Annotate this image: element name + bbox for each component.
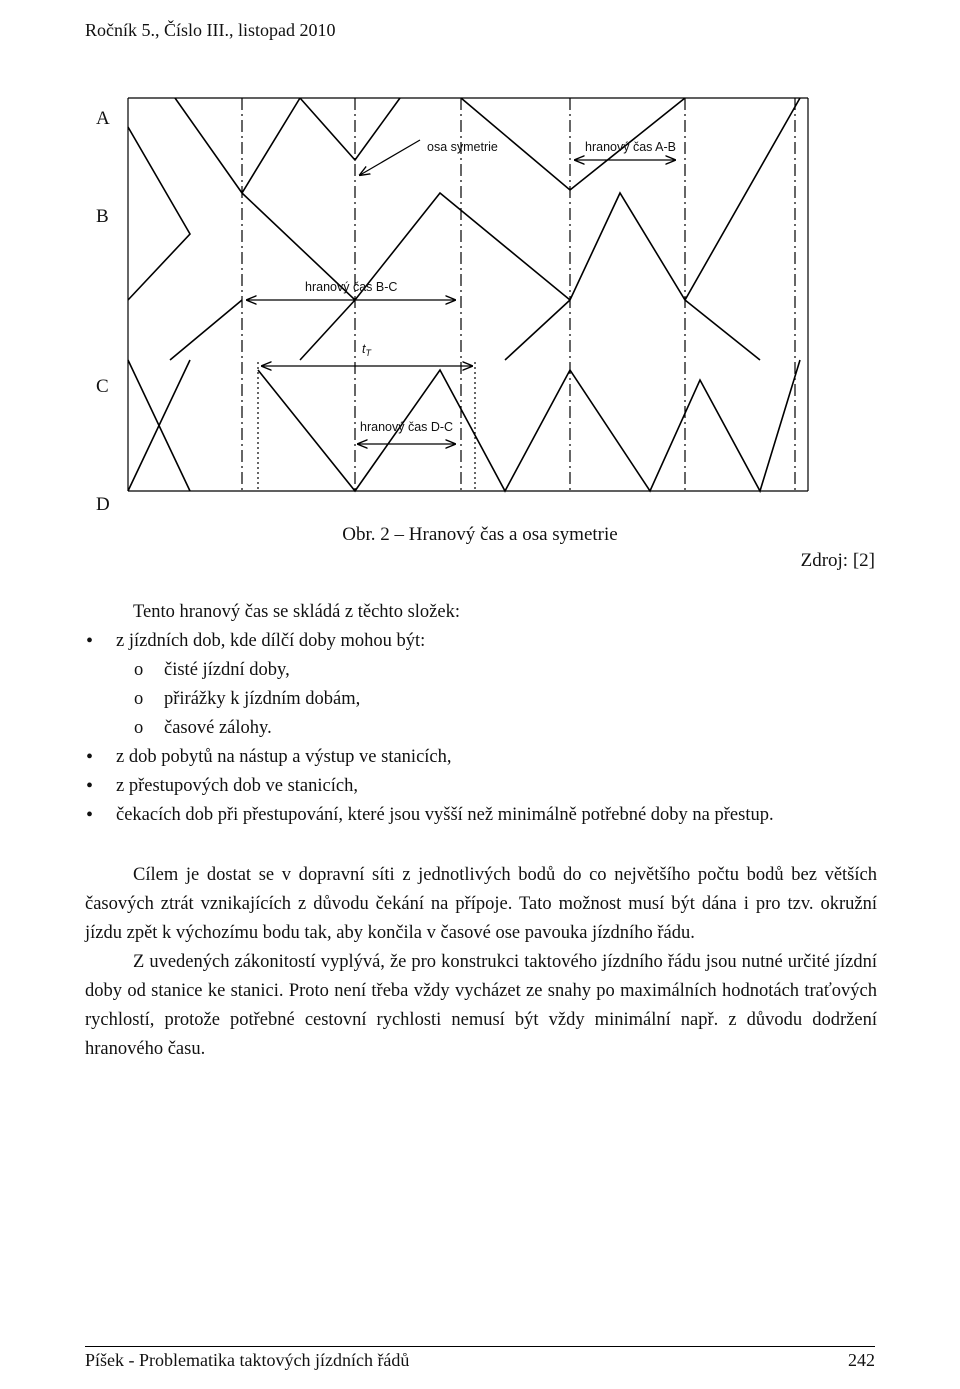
train-path-12 bbox=[685, 300, 760, 360]
train-path-2 bbox=[175, 98, 300, 193]
page-footer bbox=[85, 1346, 875, 1371]
list-item: • z dob pobytů na nástup a výstup ve stanicích, bbox=[116, 743, 896, 772]
body-text bbox=[85, 861, 877, 1064]
label-edge-time-bc: hranový čas B-C bbox=[305, 280, 398, 294]
footer-title: Píšek - Problematika taktových jízdních řádů bbox=[85, 1350, 410, 1370]
list-item: • z přestupových dob ve stanicích, bbox=[116, 772, 896, 801]
list-item-text: z jízdních dob, kde dílčí doby mohou být: bbox=[116, 631, 426, 651]
paragraph: Z uvedených zákonitostí vyplývá, že pro konstrukci taktového jízdního řádu jsou nutné určité jízdní doby od stanice ke stanici. Proto není třeba vždy vycházet ze snahy po maximálních hodnotách traťových rychlostí, protože potřebné cestovní rychlosti nemusí být vždy minimální např. z důvodu dodržení hranového času. bbox=[85, 952, 877, 1059]
arrow-symmetry-axis bbox=[360, 140, 420, 175]
component-list-first bbox=[116, 627, 896, 743]
station-label-c: C bbox=[96, 376, 109, 397]
intro-sentence: Tento hranový čas se skládá z těchto složek: bbox=[133, 602, 460, 622]
running-header: Ročník 5., Číslo III., listopad 2010 bbox=[85, 20, 336, 40]
train-path-4 bbox=[300, 98, 400, 160]
station-label-d: D bbox=[96, 494, 110, 515]
figure-caption: Obr. 2 – Hranový čas a osa symetrie bbox=[342, 524, 618, 545]
sub-list-item: o čisté jízdní doby, bbox=[164, 656, 896, 685]
label-edge-time-dc: hranový čas D-C bbox=[360, 420, 454, 434]
train-path-11 bbox=[505, 300, 570, 360]
list-item bbox=[116, 627, 896, 743]
station-label-b: B bbox=[96, 206, 109, 227]
label-edge-time-ab: hranový čas A-B bbox=[585, 140, 677, 154]
paragraph: Cílem je dostat se v dopravní síti z jednotlivých bodů do co největšího počtu bodů bez větších časových ztrát vznikajících z důvodu čekání na přípoje. Tato možnost musí být dána i pro tzv. okružní jízdu zpět k výchozímu bodu tak, aby končila v časové ose pavouka jízdního řádu. bbox=[85, 865, 877, 943]
label-symmetry-axis: osa symetrie bbox=[427, 140, 498, 154]
station-label-a: A bbox=[96, 108, 110, 129]
sub-list-item: o přirážky k jízdním dobám, bbox=[164, 685, 896, 714]
component-list-rest bbox=[116, 743, 896, 830]
edge-time-diagram bbox=[0, 88, 960, 518]
train-path-3 bbox=[242, 98, 800, 300]
train-path-10 bbox=[300, 300, 355, 360]
train-path-9 bbox=[258, 360, 800, 491]
sub-list-item: o časové zálohy. bbox=[164, 714, 896, 743]
train-path-8 bbox=[170, 300, 242, 360]
label-period: $t_T$ bbox=[362, 342, 371, 358]
list-item: • čekacích dob při přestupování, které jsou vyšší než minimálně potřebné doby na přestup. bbox=[116, 801, 896, 830]
figure-source: Zdroj: [2] bbox=[800, 550, 875, 571]
page-number: 242 bbox=[848, 1350, 875, 1370]
train-path-1 bbox=[128, 127, 190, 300]
